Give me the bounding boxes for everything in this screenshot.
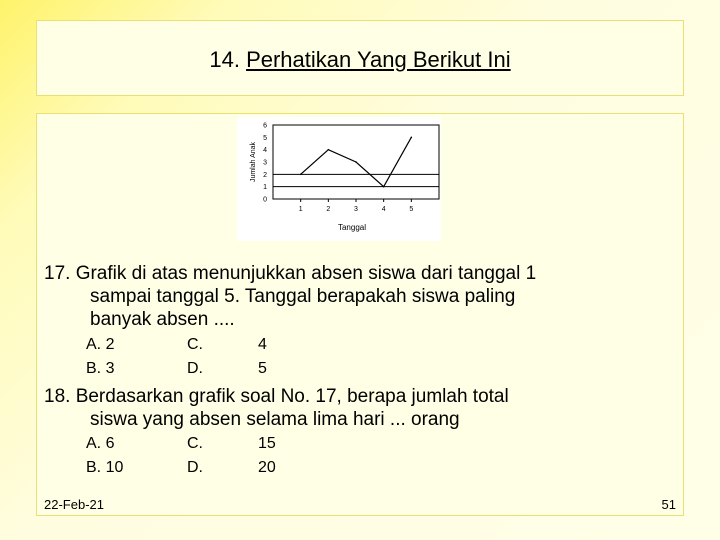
footer-date: 22-Feb-21 [44,497,104,512]
question-17-line3: banyak absen .... [90,309,235,330]
data-point [411,137,413,139]
chart-svg [237,117,441,241]
q18-option-d[interactable]: D. [187,459,203,476]
data-point [355,161,357,163]
question-18-line2: siswa yang absen selama lima hari ... orang [90,409,460,430]
slide-title [37,47,683,73]
data-point [328,149,330,151]
y-tick-label: 3 [263,159,267,167]
title-box [36,20,684,96]
q18-option-a[interactable]: A. 6 [86,435,115,452]
question-17-line2: sampai tanggal 5. Tanggal berapakah siswa paling [90,286,516,307]
q17-option-c[interactable]: C. [187,336,203,353]
y-tick-label: 4 [263,147,267,155]
x-tick-label: 2 [326,206,331,213]
x-tick-label: 4 [381,206,386,213]
y-tick-label: 2 [263,171,267,179]
q18-option-b[interactable]: B. 10 [86,459,124,476]
q17-option-b[interactable]: B. 3 [86,360,115,377]
q17-option-d[interactable]: D. [187,360,203,377]
question-18-line1: 18. Berdasarkan grafik soal No. 17, berapa jumlah total [44,386,509,407]
x-tick-label: 1 [298,206,303,213]
question-17-line1: 17. Grafik di atas menunjukkan absen siswa dari tanggal 1 [44,263,537,284]
page-number: 51 [661,497,676,512]
x-tick-label: 5 [409,206,414,213]
y-tick-label: 6 [263,122,267,130]
y-axis-label: Jumlah Anak [250,141,257,183]
q18-option-c[interactable]: C. [187,435,203,452]
y-tick-label: 5 [263,134,267,142]
data-point [300,174,302,176]
question-18 [44,385,509,431]
q17-option-c-value: 4 [258,336,267,353]
question-17 [44,262,536,331]
q17-option-d-value: 5 [258,360,267,377]
title-text: Perhatikan Yang Berikut Ini [246,47,511,72]
q17-option-a[interactable]: A. 2 [86,336,115,353]
y-tick-label: 1 [263,184,267,192]
x-axis-label: Tanggal [337,223,367,232]
title-number: 14. [209,47,240,72]
line-chart [237,117,441,241]
x-tick-label: 3 [354,206,358,213]
y-tick-label: 0 [263,196,267,204]
q18-option-c-value: 15 [258,435,276,452]
data-point [383,186,385,188]
q18-option-d-value: 20 [258,459,276,476]
